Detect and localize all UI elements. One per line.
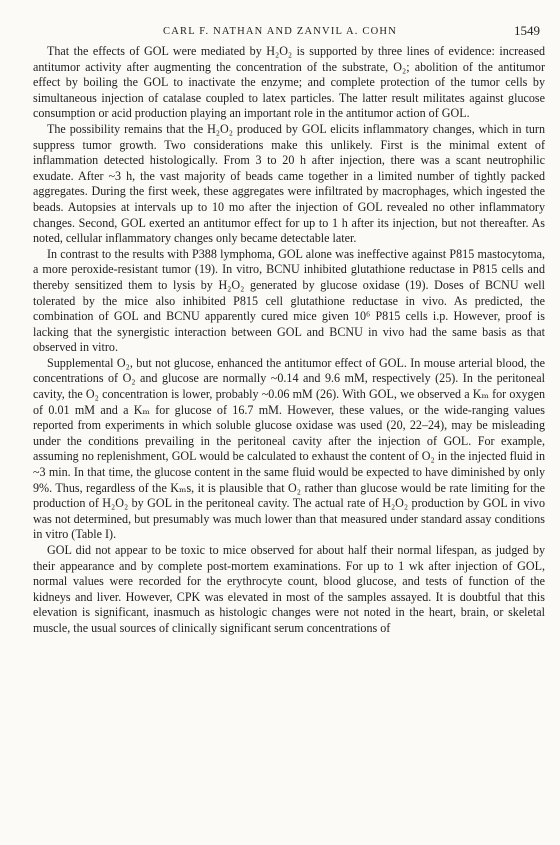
running-head: CARL F. NATHAN AND ZANVIL A. COHN <box>163 26 397 37</box>
paragraph: Supplemental O₂, but not glucose, enhanced the antitumor effect of GOL. In mouse arterial blood, the concentrations of O₂ and glucose are normally ~0.14 and 9.6 mM, respectively (25). In the peritoneal cavity, the O₂ concentration is lower, probably ~0.06 mM (26). With GOL, we observed a Kₘ for oxygen of 0.01 mM and a Kₘ for glucose of 16.7 mM. However, these values, or the wide-ranging values reported from experiments in which soluble glucose oxidase was used (20, 22–24), may be misleading under the conditions prevailing in the peritoneal cavity after the injection of GOL. For example, assuming no replenishment, GOL would be calculated to exhaust the content of O₂ in the injected fluid in ~3 min. In that time, the glucose content in the same fluid would be expected to have diminished by only 9%. Thus, regardless of the Kₘs, it is plausible that O₂ rather than glucose would be rate limiting for the production of H₂O₂ by GOL in the peritoneal cavity. The actual rate of H₂O₂ production by GOL in vivo was not determined, but presumably was much lower than that measured under standard assay conditions in vitro (Table I). <box>33 355 545 542</box>
paragraph: In contrast to the results with P388 lymphoma, GOL alone was ineffective against P815 mastocytoma, a more peroxide-resistant tumor (19). In vitro, BCNU inhibited glutathione reductase in P815 cells and thereby sensitized them to lysis by H₂O₂ generated by glucose oxidase (19). Doses of BCNU well tolerated by the mice also inhibited P815 cell glutathione reductase in vivo. As predicted, the combination of GOL and BCNU apparently cured mice given 10⁶ P815 cells i.p. However, proof is lacking that the synergistic interaction between GOL and BCNU in vivo had the same basis as that observed in vitro. <box>33 246 545 355</box>
body-text <box>33 44 545 637</box>
page-number: 1549 <box>514 23 540 38</box>
paragraph: GOL did not appear to be toxic to mice observed for about half their normal lifespan, as judged by their appearance and by complete post-mortem examinations. For up to 1 wk after injection of GOL, normal values were recorded for the erythrocyte count, blood glucose, and tests of function of the kidneys and liver. However, CPK was elevated in most of the samples assayed. It is doubtful that this elevation is significant, inasmuch as histologic changes were not noted in the heart, brain, or skeletal muscle, the usual sources of clinically significant serum concentrations of <box>33 543 545 635</box>
paragraph: The possibility remains that the H₂O₂ produced by GOL elicits inflammatory changes, which in turn suppress tumor growth. Two considerations make this unlikely. First is the minimal extent of inflammation detected histologically. From 3 to 20 h after injection, there was a scant neutrophilic exudate. After ~3 h, the vast majority of beads came together in a limited number of tightly packed aggregates. During the first week, these aggregates were infiltrated by macrophages, which ingested the beads. Autopsies at intervals up to 10 mo after the injection of GOL revealed no other inflammatory changes. Second, GOL exerted an antitumor effect for up to 1 h after its injection, but not thereafter. As noted, cellular inflammatory changes only became detectable later. <box>33 121 545 246</box>
paragraph: That the effects of GOL were mediated by H₂O₂ is supported by three lines of evidence: increased antitumor activity after augmenting the concentration of the substrate, O₂; abolition of the antitumor effect by boiling the GOL to inactivate the enzyme; and complete protection of the tumor cells by simultaneous injection of catalase coupled to latex particles. The latter result militates against glucose consumption or acid production playing an important role in the antitumor action of GOL. <box>33 44 545 121</box>
